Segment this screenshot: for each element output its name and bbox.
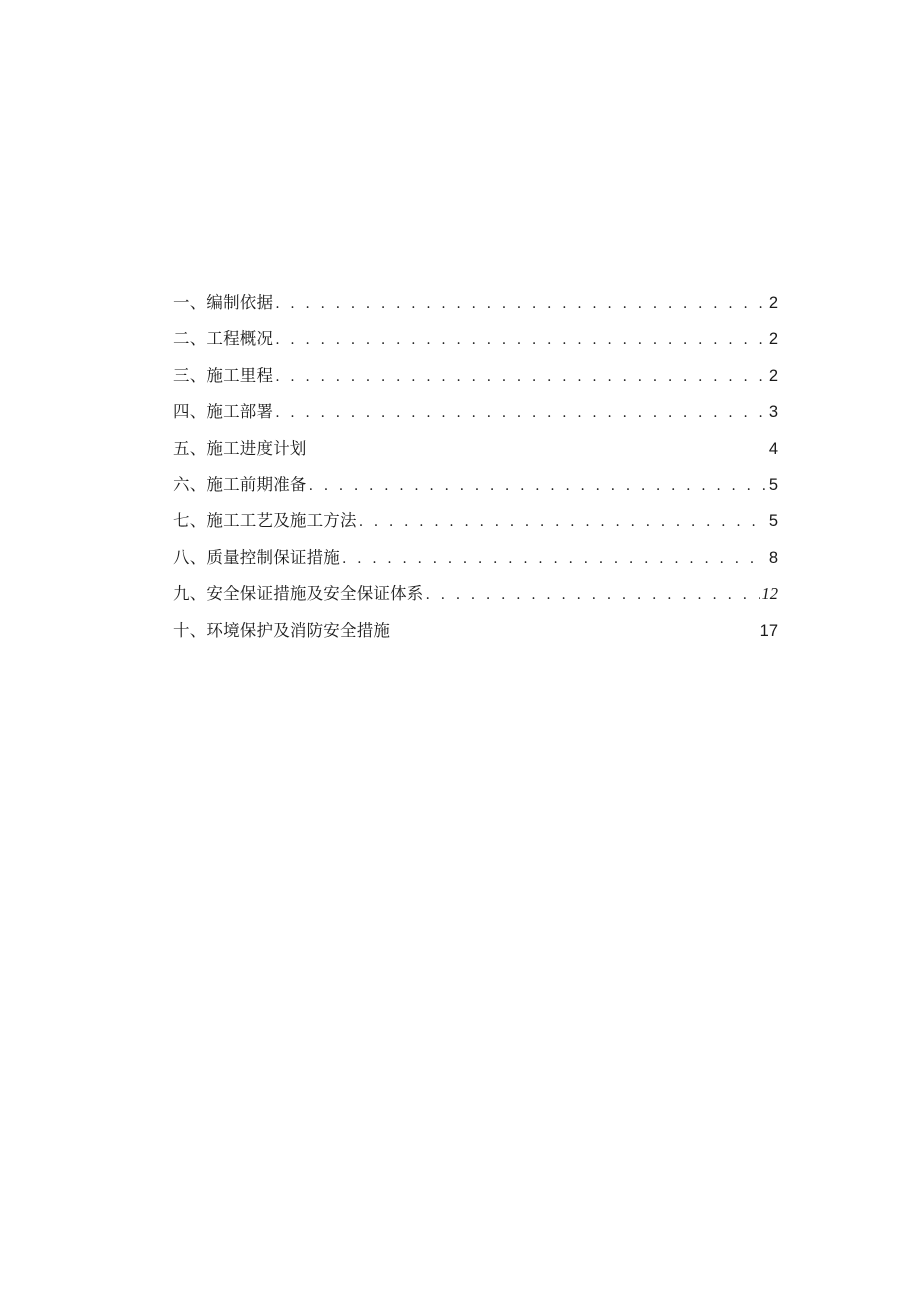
toc-dot-leader [275,395,766,431]
toc-page-number: 4 [768,439,778,458]
toc-entry-10[interactable] [173,613,778,649]
toc-entry-title: 九、安全保证措施及安全保证体系 [173,584,424,604]
toc-page-number: 2 [768,366,778,385]
toc-entry-1[interactable] [173,285,778,321]
toc-dot-leader [342,541,766,577]
toc-page-number: 17 [759,621,778,640]
toc-entry-5[interactable] [173,431,778,467]
table-of-contents [173,285,778,649]
toc-page-number: 2 [768,294,778,312]
toc-page-number: 2 [768,330,778,349]
toc-page-number: 5 [768,512,778,531]
toc-dot-leader [359,504,766,540]
toc-entry-title: 四、施工部署 [173,402,274,422]
toc-entry-2[interactable] [173,321,778,357]
toc-dot-leader [426,577,760,613]
toc-entry-title: 八、质量控制保证措施 [173,547,340,567]
toc-dot-leader [275,286,766,322]
toc-entry-title: 十、环境保护及消防安全措施 [173,620,391,640]
toc-entry-title: 一、编制依据 [173,293,274,312]
toc-entry-title: 三、施工里程 [173,365,274,385]
toc-dot-leader [275,359,766,395]
toc-entry-6[interactable] [173,467,778,503]
toc-entry-3[interactable] [173,358,778,394]
toc-page-number: 8 [768,548,778,567]
toc-dot-leader [309,468,766,504]
toc-page-number: 5 [768,475,778,494]
toc-entry-8[interactable] [173,540,778,576]
toc-entry-4[interactable] [173,394,778,430]
toc-entry-title: 二、工程概况 [173,329,274,349]
toc-entry-title: 五、施工进度计划 [173,438,307,458]
toc-dot-leader [275,322,766,358]
toc-entry-9[interactable] [173,576,778,612]
toc-entry-title: 六、施工前期准备 [173,474,307,494]
toc-page-number: 12 [761,584,778,604]
toc-page-number: 3 [768,403,778,422]
toc-entry-title: 七、施工工艺及施工方法 [173,511,357,531]
toc-entry-7[interactable] [173,503,778,539]
